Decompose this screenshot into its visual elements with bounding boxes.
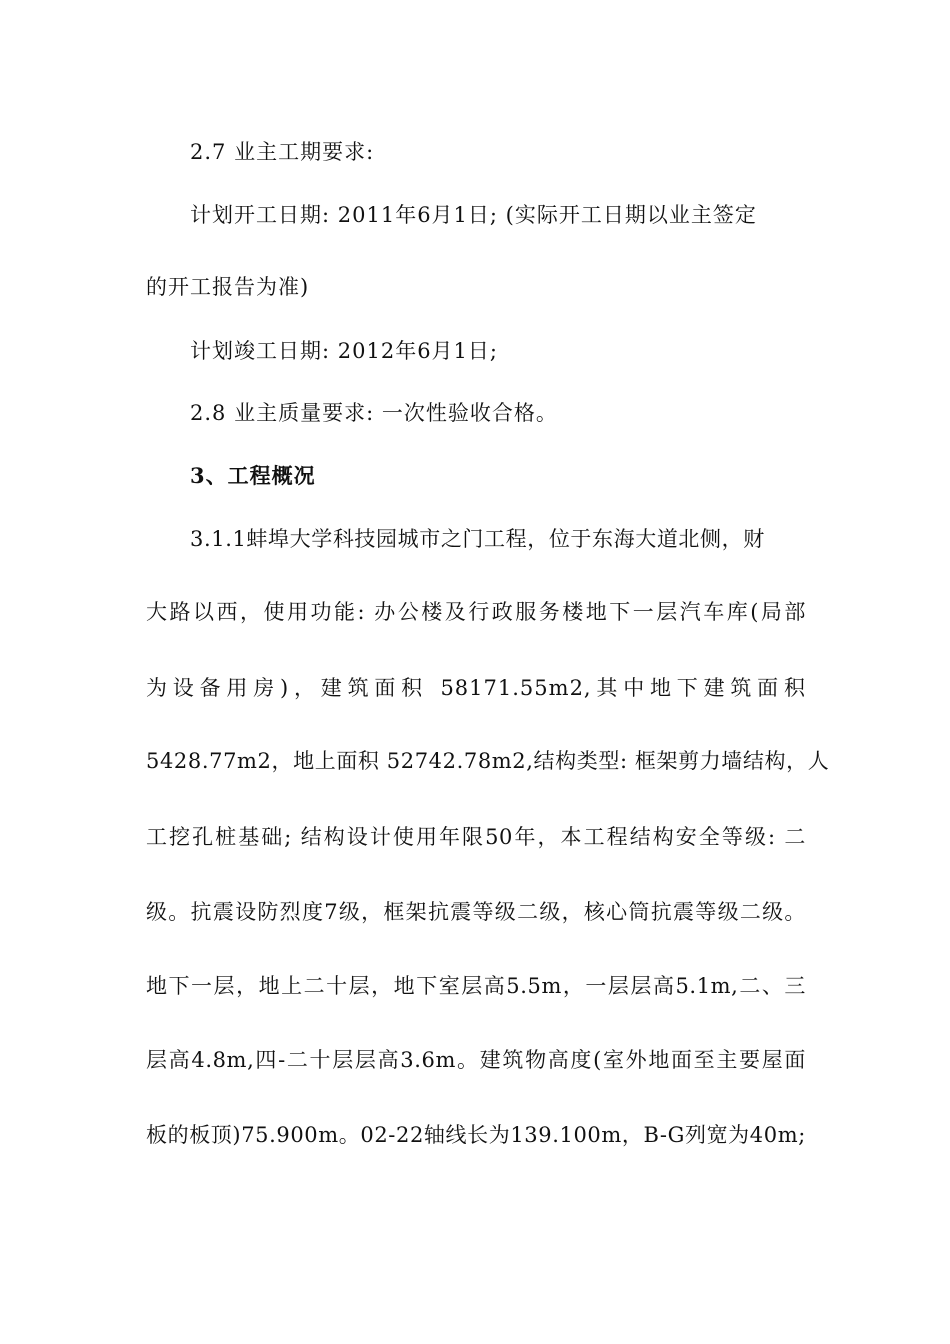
paragraph-3-1-1-line-3: 为设备用房)，建筑面积 58171.55m2,其中地下建筑面积 bbox=[146, 676, 806, 700]
paragraph-3-1-1-line-8: 层高4.8m,四-二十层层高3.6m。建筑物高度(室外地面至主要屋面 bbox=[146, 1048, 806, 1072]
section-3-heading: 3、工程概况 bbox=[190, 463, 316, 488]
section-2-8-quality-line: 2.8 业主质量要求: 一次性验收合格。 bbox=[190, 401, 558, 425]
paragraph-3-1-1-line-9: 板的板顶)75.900m。02-22轴线长为139.100m，B-G列宽为40m; bbox=[146, 1123, 806, 1147]
paragraph-3-1-1-line-2: 大路以西，使用功能: 办公楼及行政服务楼地下一层汽车库(局部 bbox=[146, 600, 806, 624]
planned-start-date-continuation: 的开工报告为准) bbox=[146, 275, 310, 299]
planned-completion-date-line: 计划竣工日期: 2012年6月1日; bbox=[190, 339, 498, 363]
paragraph-3-1-1-line-4: 5428.77m2，地上面积 52742.78m2,结构类型: 框架剪力墙结构，人 bbox=[146, 749, 830, 773]
paragraph-3-1-1-line-1: 3.1.1蚌埠大学科技园城市之门工程，位于东海大道北侧，财 bbox=[190, 527, 765, 551]
planned-start-date-line: 计划开工日期: 2011年6月1日; (实际开工日期以业主签定 bbox=[190, 203, 757, 227]
paragraph-3-1-1-line-7: 地下一层，地上二十层，地下室层高5.5m，一层层高5.1m,二、三 bbox=[146, 974, 806, 998]
section-2-7-heading: 2.7 业主工期要求: bbox=[190, 140, 375, 164]
paragraph-3-1-1-line-5: 工挖孔桩基础; 结构设计使用年限50年，本工程结构安全等级: 二 bbox=[146, 825, 806, 849]
paragraph-3-1-1-line-6: 级。抗震设防烈度7级，框架抗震等级二级，核心筒抗震等级二级。 bbox=[146, 900, 806, 924]
